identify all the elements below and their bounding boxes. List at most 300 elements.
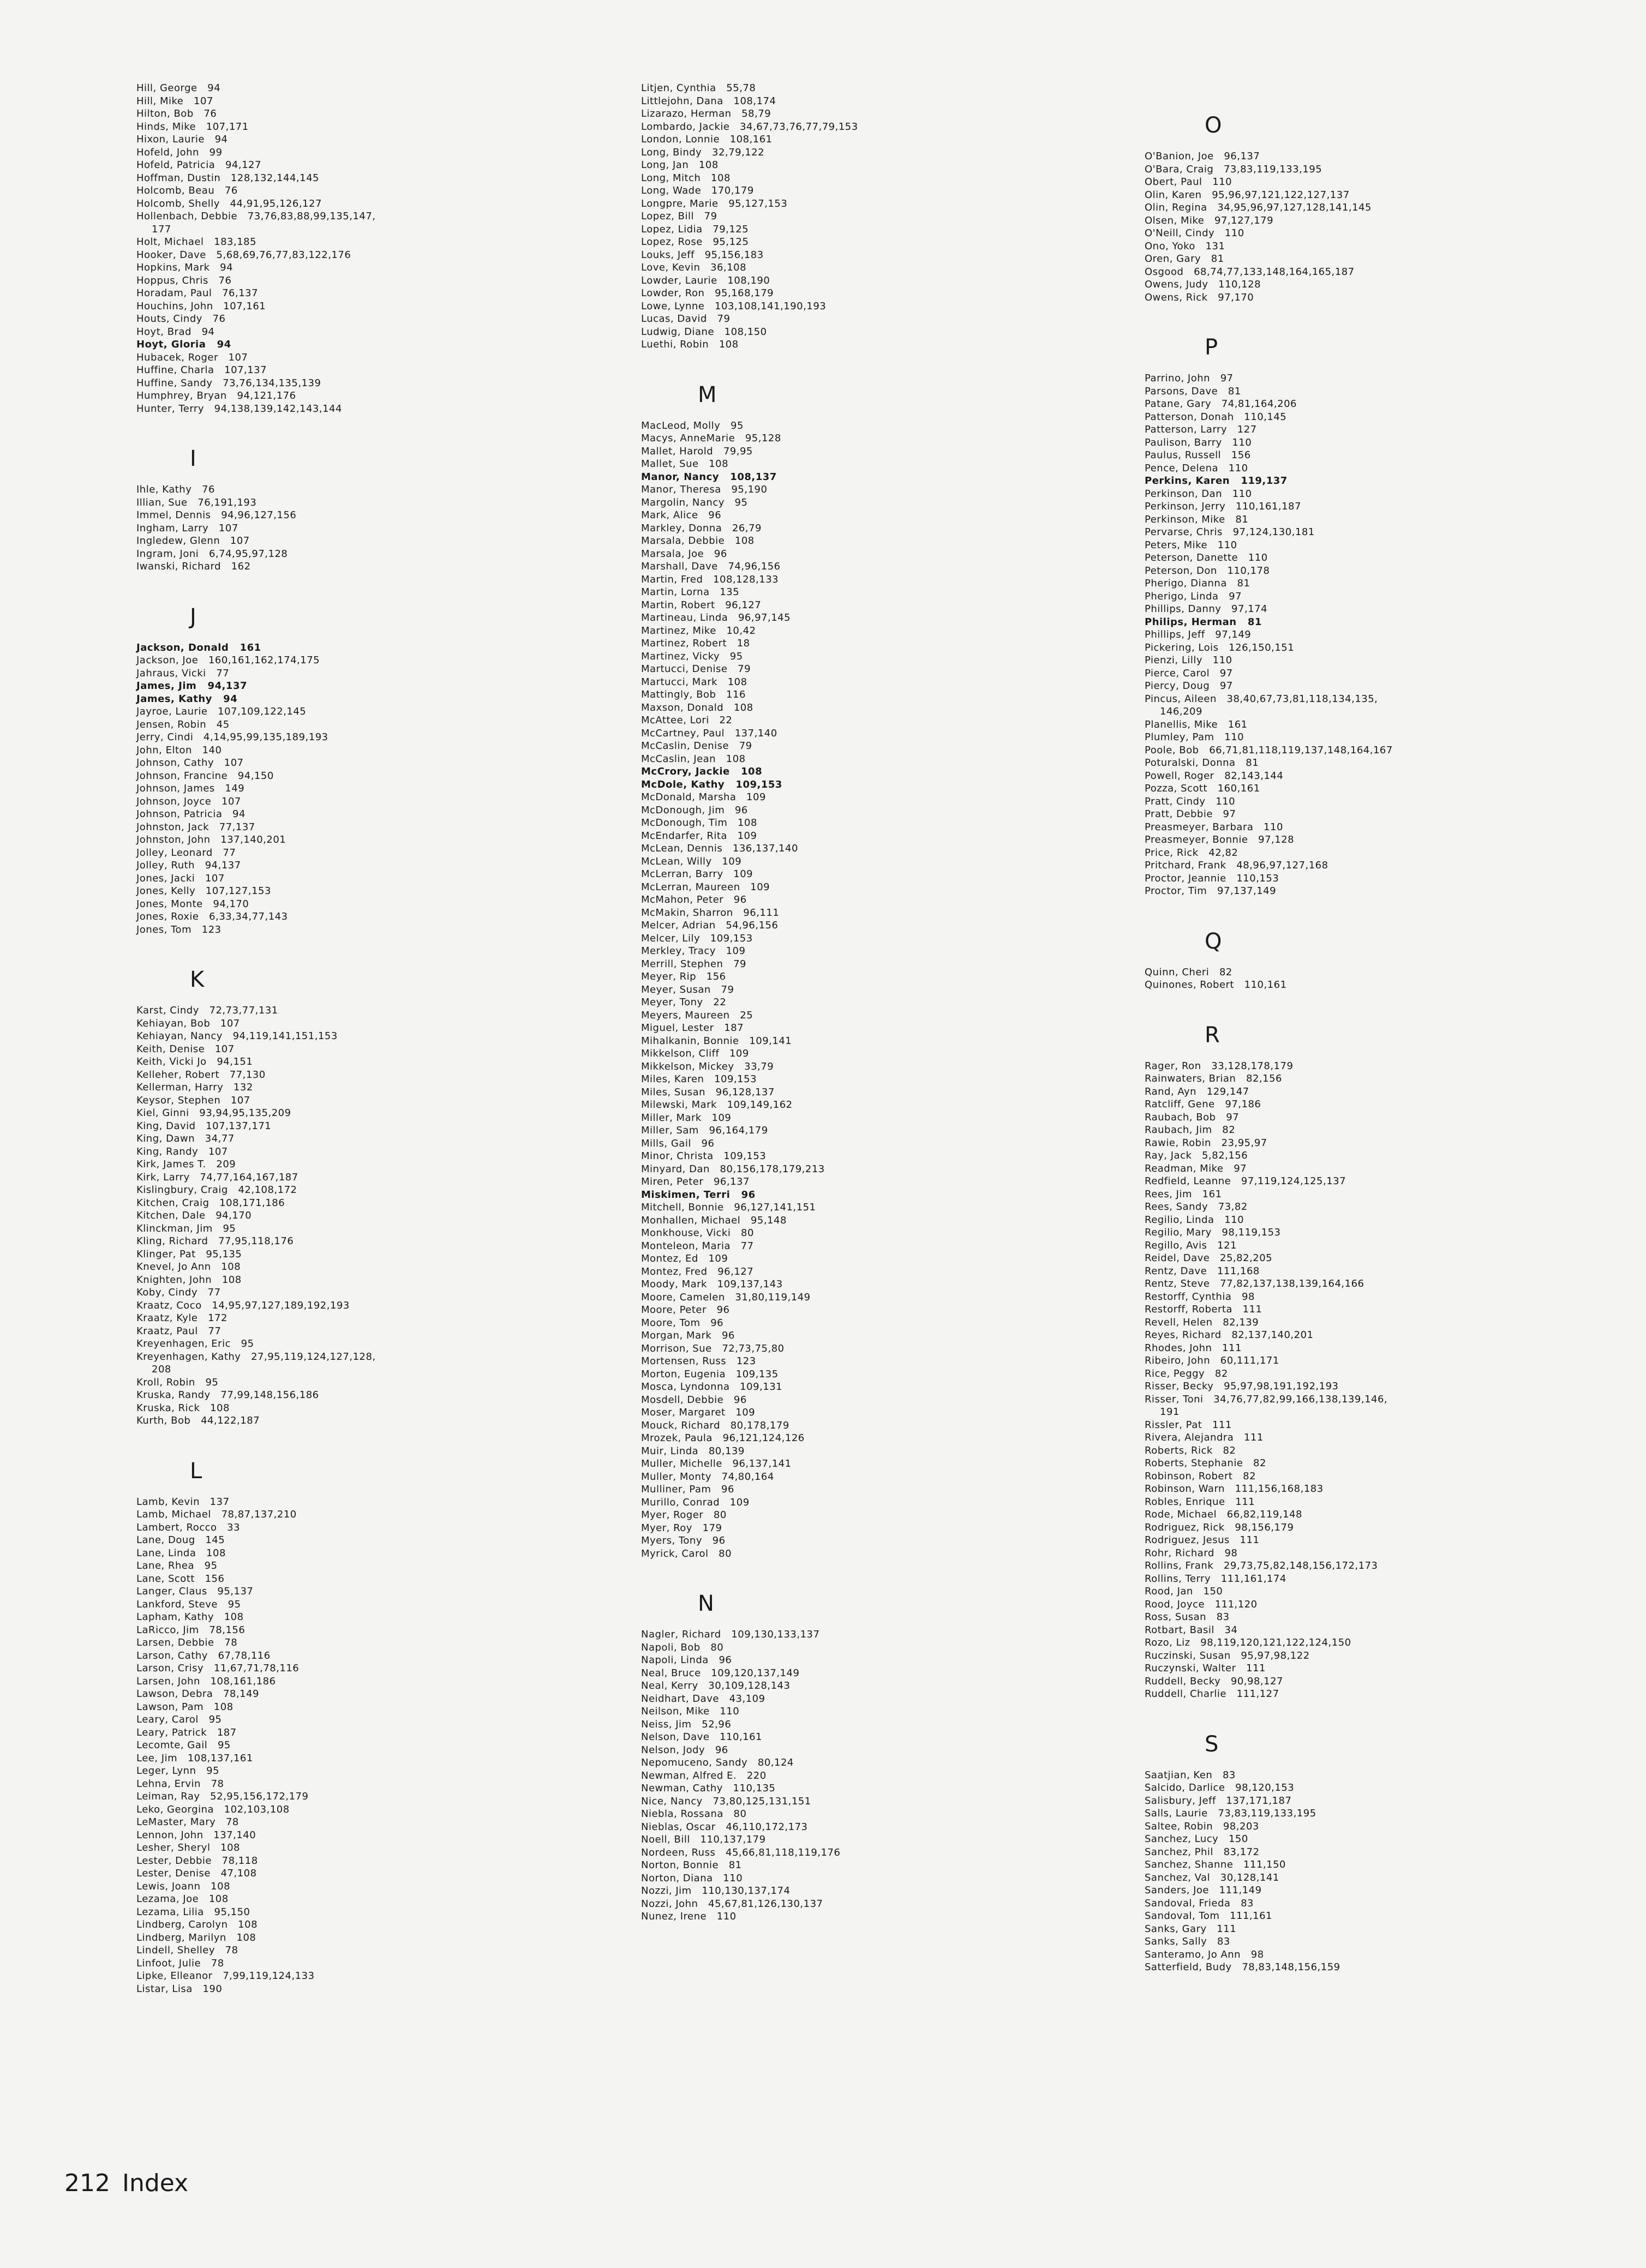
index-entry: Olin, Regina 34,95,96,97,127,128,141,145 xyxy=(1145,202,1372,213)
index-section xyxy=(136,1460,606,1996)
index-entry: McCrory, Jackie 108 xyxy=(641,766,763,777)
index-entry: Meyer, Susan 79 xyxy=(641,983,734,995)
index-entry: Ray, Jack 5,82,156 xyxy=(1145,1150,1248,1161)
index-entry: James, Kathy 94 xyxy=(136,693,238,705)
index-entry: Maxson, Donald 108 xyxy=(641,701,753,713)
index-entry: Patane, Gary 74,81,164,206 xyxy=(1145,398,1297,410)
section-letter: M xyxy=(698,382,717,407)
index-entry: Moody, Mark 109,137,143 xyxy=(641,1279,783,1290)
index-entry: Muller, Michelle 96,137,141 xyxy=(641,1458,792,1469)
index-entry: Lowder, Laurie 108,190 xyxy=(641,274,770,286)
index-entry: Rozo, Liz 98,119,120,121,122,124,150 xyxy=(1145,1637,1351,1648)
index-entry: Salisbury, Jeff 137,171,187 xyxy=(1145,1795,1292,1807)
index-entry: Knighten, John 108 xyxy=(136,1274,242,1286)
index-entry: Kiel, Ginni 93,94,95,135,209 xyxy=(136,1107,291,1119)
index-entry: Norton, Diana 110 xyxy=(641,1872,743,1884)
index-entry: Proctor, Jeannie 110,153 xyxy=(1145,872,1279,884)
index-column-2 xyxy=(641,82,1110,1923)
index-entry: Phillips, Danny 97,174 xyxy=(1145,603,1268,615)
index-entry: Minyard, Dan 80,156,178,179,213 xyxy=(641,1163,825,1175)
index-entry: Kitchen, Craig 108,171,186 xyxy=(136,1197,285,1209)
index-entry: Rohr, Richard 98 xyxy=(1145,1547,1238,1559)
index-entry: Preasmeyer, Bonnie 97,128 xyxy=(1145,834,1295,845)
index-entry: Nozzi, John 45,67,81,126,130,137 xyxy=(641,1898,823,1910)
index-entry: Pence, Delena 110 xyxy=(1145,462,1248,474)
index-entry: Jones, Monte 94,170 xyxy=(136,898,249,910)
page-footer xyxy=(64,2170,200,2197)
index-entry: Miskimen, Terri 96 xyxy=(641,1189,756,1201)
index-entry: Myrick, Carol 80 xyxy=(641,1547,732,1559)
index-entry: Kruska, Randy 77,99,148,156,186 xyxy=(136,1389,319,1401)
index-entry: Kruska, Rick 108 xyxy=(136,1402,230,1414)
index-entry: Kirk, Larry 74,77,164,167,187 xyxy=(136,1171,298,1183)
index-entry: Pickering, Lois 126,150,151 xyxy=(1145,641,1295,653)
index-entry: Leko, Georgina 102,103,108 xyxy=(136,1803,290,1815)
index-entry: Neidhart, Dave 43,109 xyxy=(641,1693,765,1705)
index-entry: Philips, Herman 81 xyxy=(1145,616,1262,628)
index-entry: Preasmeyer, Barbara 110 xyxy=(1145,821,1283,833)
index-entry: Ono, Yoko 131 xyxy=(1145,240,1225,252)
index-entry: Kraatz, Paul 77 xyxy=(136,1325,222,1337)
index-entry: Sanks, Sally 83 xyxy=(1145,1936,1230,1947)
index-entry: Rodriguez, Rick 98,156,179 xyxy=(1145,1521,1294,1533)
index-entry: Pritchard, Frank 48,96,97,127,168 xyxy=(1145,860,1328,871)
index-entry: Nozzi, Jim 110,130,137,174 xyxy=(641,1885,791,1897)
section-letter: K xyxy=(190,967,205,992)
index-entry: Langer, Claus 95,137 xyxy=(136,1586,254,1597)
index-entry: Parsons, Dave 81 xyxy=(1145,385,1241,397)
index-entry: Luethi, Robin 108 xyxy=(641,339,739,350)
section-title: Index xyxy=(122,2169,189,2197)
index-entry: Ingham, Larry 107 xyxy=(136,522,238,534)
index-entry: Mouck, Richard 80,178,179 xyxy=(641,1419,789,1431)
index-entry: Meyer, Rip 156 xyxy=(641,971,726,982)
index-entry: Olin, Karen 95,96,97,121,122,127,137 xyxy=(1145,189,1350,201)
section-letter: N xyxy=(698,1591,714,1616)
index-entry: Raubach, Bob 97 xyxy=(1145,1111,1240,1123)
index-entry: Lopez, Rose 95,125 xyxy=(641,236,749,248)
index-entry: Rees, Sandy 73,82 xyxy=(1145,1201,1248,1213)
index-entry: Humphrey, Bryan 94,121,176 xyxy=(136,390,296,401)
index-entry: McDonough, Jim 96 xyxy=(641,804,748,816)
index-entry: Moore, Camelen 31,80,119,149 xyxy=(641,1291,811,1303)
index-entry: Nelson, Dave 110,161 xyxy=(641,1731,762,1743)
index-entry: Ingledew, Glenn 107 xyxy=(136,535,250,547)
index-entry: Lowe, Lynne 103,108,141,190,193 xyxy=(641,300,827,312)
index-entry: Lipke, Elleanor 7,99,119,124,133 xyxy=(136,1970,315,1982)
index-section xyxy=(1145,1024,1614,1701)
index-entry: Miller, Mark 109 xyxy=(641,1112,732,1124)
index-entry: Santeramo, Jo Ann 98 xyxy=(1145,1948,1264,1960)
index-entry: Revell, Helen 82,139 xyxy=(1145,1316,1259,1328)
index-entry: Pratt, Debbie 97 xyxy=(1145,808,1236,820)
index-entry: Martineau, Linda 96,97,145 xyxy=(641,612,791,623)
index-entry: Nepomuceno, Sandy 80,124 xyxy=(641,1757,794,1768)
index-entry: Oren, Gary 81 xyxy=(1145,253,1224,265)
index-entry: MacLeod, Molly 95 xyxy=(641,419,744,431)
index-entry: Parrino, John 97 xyxy=(1145,373,1234,384)
index-entry: Lesher, Sheryl 108 xyxy=(136,1842,240,1853)
section-letter: L xyxy=(190,1458,202,1484)
index-entry: Klinckman, Jim 95 xyxy=(136,1222,236,1234)
index-entry: King, Dawn 34,77 xyxy=(136,1133,235,1144)
index-entry: Rentz, Dave 111,168 xyxy=(1145,1265,1260,1277)
section-letter: S xyxy=(1205,1731,1219,1757)
index-entry: Mark, Alice 96 xyxy=(641,509,722,521)
index-entry: Jones, Tom 123 xyxy=(136,923,222,935)
index-entry: Pozza, Scott 160,161 xyxy=(1145,783,1260,794)
index-entry: Lankford, Steve 95 xyxy=(136,1598,241,1610)
index-entry: Sanchez, Lucy 150 xyxy=(1145,1833,1248,1845)
index-section xyxy=(641,1593,1110,1923)
index-entry: Jayroe, Laurie 107,109,122,145 xyxy=(136,706,307,717)
index-entry: McDonald, Marsha 109 xyxy=(641,791,766,803)
index-entry: Lambert, Rocco 33 xyxy=(136,1521,241,1533)
index-entry: Johnston, John 137,140,201 xyxy=(136,834,286,845)
index-entry: Rode, Michael 66,82,119,148 xyxy=(1145,1509,1302,1520)
index-entry: O'Bara, Craig 73,83,119,133,195 xyxy=(1145,163,1322,175)
index-entry: Holcomb, Shelly 44,91,95,126,127 xyxy=(136,197,322,209)
index-entry: Muir, Linda 80,139 xyxy=(641,1445,745,1457)
index-section xyxy=(1145,928,1614,992)
index-entry: Lamb, Michael 78,87,137,210 xyxy=(136,1509,297,1520)
index-entry: Rentz, Steve 77,82,137,138,139,164,166 xyxy=(1145,1278,1364,1289)
index-entry: Saatjian, Ken 83 xyxy=(1145,1769,1236,1781)
index-entry: Ludwig, Diane 108,150 xyxy=(641,326,767,338)
index-entry: Longpre, Marie 95,127,153 xyxy=(641,197,788,209)
index-entry: Rager, Ron 33,128,178,179 xyxy=(1145,1060,1294,1072)
index-entry: Myer, Roger 80 xyxy=(641,1509,727,1521)
index-entry: Robles, Enrique 111 xyxy=(1145,1496,1255,1508)
index-entry: Kroll, Robin 95 xyxy=(136,1376,219,1388)
index-entry: Nunez, Irene 110 xyxy=(641,1911,737,1922)
index-entry: McCaslin, Denise 79 xyxy=(641,740,752,752)
index-entry: Jerry, Cindi 4,14,95,99,135,189,193 xyxy=(136,731,328,743)
index-entry: Lezama, Lilia 95,150 xyxy=(136,1906,250,1918)
index-entry: Linfoot, Julie 78 xyxy=(136,1957,224,1969)
index-entry: Merkley, Tracy 109 xyxy=(641,945,746,957)
index-section xyxy=(641,82,1110,351)
index-entry: Pratt, Cindy 110 xyxy=(1145,795,1236,807)
index-entry: Lombardo, Jackie 34,67,73,76,77,79,153 xyxy=(641,121,858,133)
index-entry: Milewski, Mark 109,149,162 xyxy=(641,1099,793,1111)
index-entry: Leary, Patrick 187 xyxy=(136,1726,237,1738)
index-entry: Ruczinski, Susan 95,97,98,122 xyxy=(1145,1649,1310,1661)
index-entry: Long, Wade 170,179 xyxy=(641,185,754,196)
index-entry: Kling, Richard 77,95,118,176 xyxy=(136,1235,294,1247)
index-entry: Lennon, John 137,140 xyxy=(136,1829,256,1841)
index-entry: Miguel, Lester 187 xyxy=(641,1022,744,1034)
index-entry: Lester, Debbie 78,118 xyxy=(136,1855,258,1867)
index-entry: Rissler, Pat 111 xyxy=(1145,1419,1232,1431)
index-entry: Morgan, Mark 96 xyxy=(641,1330,735,1341)
index-entry: Hixon, Laurie 94 xyxy=(136,134,228,145)
index-entry: Immel, Dennis 94,96,127,156 xyxy=(136,509,297,521)
index-entry: Houchins, John 107,161 xyxy=(136,300,266,312)
section-letter: I xyxy=(190,446,196,471)
index-entry-continuation: 177 xyxy=(152,223,171,235)
index-entry: Holt, Michael 183,185 xyxy=(136,236,257,248)
index-entry: Reyes, Richard 82,137,140,201 xyxy=(1145,1329,1314,1341)
index-entry: Morrison, Sue 72,73,75,80 xyxy=(641,1342,785,1354)
index-entry: Readman, Mike 97 xyxy=(1145,1162,1247,1174)
index-entry: Hunter, Terry 94,138,139,142,143,144 xyxy=(136,403,342,415)
index-section xyxy=(1145,115,1614,304)
index-entry: Osgood 68,74,77,133,148,164,165,187 xyxy=(1145,266,1355,278)
index-entry: Monkhouse, Vicki 80 xyxy=(641,1227,754,1239)
index-entry: Kelleher, Robert 77,130 xyxy=(136,1069,266,1081)
index-entry: Ruddell, Becky 90,98,127 xyxy=(1145,1675,1284,1687)
index-entry: Illian, Sue 76,191,193 xyxy=(136,496,257,508)
index-entry: Jensen, Robin 45 xyxy=(136,718,230,730)
index-entry: Myer, Roy 179 xyxy=(641,1522,722,1534)
index-entry: Robinson, Robert 82 xyxy=(1145,1470,1256,1482)
index-entry: Mrozek, Paula 96,121,124,126 xyxy=(641,1432,805,1444)
index-entry: Marsala, Debbie 108 xyxy=(641,535,755,547)
index-entry: Kirk, James T. 209 xyxy=(136,1159,236,1170)
index-entry: Nordeen, Russ 45,66,81,118,119,176 xyxy=(641,1846,841,1858)
index-entry: McMahon, Peter 96 xyxy=(641,894,747,905)
index-entry: Proctor, Tim 97,137,149 xyxy=(1145,885,1277,897)
index-entry: Lizarazo, Herman 58,79 xyxy=(641,108,771,119)
index-entry: Mitchell, Bonnie 96,127,141,151 xyxy=(641,1202,816,1213)
index-entry: Saltee, Robin 98,203 xyxy=(1145,1820,1259,1832)
index-entry: Niebla, Rossana 80 xyxy=(641,1808,747,1820)
index-entry: Hilton, Bob 76 xyxy=(136,108,217,119)
index-entry: Marshall, Dave 74,96,156 xyxy=(641,561,781,572)
index-entry: Plumley, Pam 110 xyxy=(1145,731,1244,743)
index-entry: Minor, Christa 109,153 xyxy=(641,1150,767,1162)
index-entry: Hofeld, John 99 xyxy=(136,146,223,158)
index-entry: Lamb, Kevin 137 xyxy=(136,1496,230,1508)
index-entry: Ross, Susan 83 xyxy=(1145,1611,1230,1623)
index-entry: Ruczynski, Walter 111 xyxy=(1145,1663,1266,1674)
index-entry: Larson, Crisy 11,67,71,78,116 xyxy=(136,1663,300,1674)
index-entry: O'Neill, Cindy 110 xyxy=(1145,227,1244,239)
index-entry: Kreyenhagen, Kathy 27,95,119,124,127,128, xyxy=(136,1351,376,1363)
index-entry: Klinger, Pat 95,135 xyxy=(136,1248,242,1260)
index-entry: Moser, Margaret 109 xyxy=(641,1407,756,1418)
index-entry: Salls, Laurie 73,83,119,133,195 xyxy=(1145,1808,1316,1819)
index-entry: Kurth, Bob 44,122,187 xyxy=(136,1415,260,1426)
index-entry: Litjen, Cynthia 55,78 xyxy=(641,82,756,94)
index-entry: Satterfield, Budy 78,83,148,156,159 xyxy=(1145,1961,1340,1973)
index-entry: Rood, Jan 150 xyxy=(1145,1586,1223,1597)
index-entry: Sanchez, Phil 83,172 xyxy=(1145,1846,1260,1858)
index-entry: Hopkins, Mark 94 xyxy=(136,262,234,273)
index-entry: Perkinson, Mike 81 xyxy=(1145,513,1249,525)
index-entry: Meyers, Maureen 25 xyxy=(641,1009,753,1021)
index-entry: Rood, Joyce 111,120 xyxy=(1145,1598,1258,1610)
index-entry: Kehiayan, Nancy 94,119,141,151,153 xyxy=(136,1030,338,1042)
index-entry: Regilio, Linda 110 xyxy=(1145,1214,1244,1226)
index-entry: Kellerman, Harry 132 xyxy=(136,1082,253,1093)
index-entry: Rawie, Robin 23,95,97 xyxy=(1145,1137,1267,1149)
index-entry: Lewis, Joann 108 xyxy=(136,1880,231,1892)
index-entry: Lecomte, Gail 95 xyxy=(136,1739,231,1751)
index-entry: Ribeiro, John 60,111,171 xyxy=(1145,1355,1279,1366)
index-entry: Lowder, Ron 95,168,179 xyxy=(641,287,774,299)
index-entry: Lopez, Lidia 79,125 xyxy=(641,223,749,235)
index-entry: Paulus, Russell 156 xyxy=(1145,449,1251,461)
index-entry: Peters, Mike 110 xyxy=(1145,539,1237,551)
index-entry: Roberts, Rick 82 xyxy=(1145,1444,1236,1456)
index-entry: Rollins, Frank 29,73,75,82,148,156,172,173 xyxy=(1145,1560,1378,1571)
index-entry: Louks, Jeff 95,156,183 xyxy=(641,249,764,261)
index-entry: Larsen, John 108,161,186 xyxy=(136,1675,276,1687)
index-entry: Restorff, Roberta 111 xyxy=(1145,1304,1262,1315)
index-entry: Leiman, Ray 52,95,156,172,179 xyxy=(136,1791,309,1802)
index-entry: Owens, Judy 110,128 xyxy=(1145,279,1261,290)
index-entry: Martucci, Denise 79 xyxy=(641,663,751,675)
index-entry: Lindberg, Carolyn 108 xyxy=(136,1919,258,1930)
index-entry: Kraatz, Kyle 172 xyxy=(136,1312,228,1324)
index-entry: Manor, Theresa 95,190 xyxy=(641,484,768,495)
index-entry: Nieblas, Oscar 46,110,172,173 xyxy=(641,1821,808,1833)
index-entry: Mallet, Sue 108 xyxy=(641,458,729,470)
index-entry: Newman, Alfred E. 220 xyxy=(641,1769,767,1781)
index-entry: King, Randy 107 xyxy=(136,1145,228,1157)
index-entry: Leger, Lynn 95 xyxy=(136,1765,220,1777)
index-entry: Rhodes, John 111 xyxy=(1145,1342,1242,1354)
index-entry: Morton, Eugenia 109,135 xyxy=(641,1368,779,1380)
index-entry: Mallet, Harold 79,95 xyxy=(641,445,753,457)
index-entry: Rollins, Terry 111,161,174 xyxy=(1145,1573,1286,1585)
index-entry: Pherigo, Linda 97 xyxy=(1145,590,1242,602)
index-entry: Patterson, Donah 110,145 xyxy=(1145,411,1287,423)
index-entry: Melcer, Lily 109,153 xyxy=(641,932,753,944)
index-entry: Neiss, Jim 52,96 xyxy=(641,1718,732,1730)
index-entry: Price, Rick 42,82 xyxy=(1145,847,1238,859)
index-entry: Kehiayan, Bob 107 xyxy=(136,1017,240,1029)
index-entry: McCartney, Paul 137,140 xyxy=(641,727,777,739)
index-entry: Lindell, Shelley 78 xyxy=(136,1945,238,1956)
index-section xyxy=(136,448,606,573)
index-entry: King, David 107,137,171 xyxy=(136,1120,272,1132)
index-entry: Hubacek, Roger 107 xyxy=(136,351,248,363)
index-entry: Poturalski, Donna 81 xyxy=(1145,757,1259,769)
index-entry: Roberts, Stephanie 82 xyxy=(1145,1457,1266,1469)
index-entry: Quinn, Cheri 82 xyxy=(1145,966,1232,978)
index-entry: Leary, Carol 95 xyxy=(136,1714,222,1725)
index-entry: Larsen, Debbie 78 xyxy=(136,1637,238,1648)
index-entry: Pincus, Aileen 38,40,67,73,81,118,134,135, xyxy=(1145,693,1378,705)
index-entry: Neal, Kerry 30,109,128,143 xyxy=(641,1680,791,1691)
index-entry: Peterson, Danette 110 xyxy=(1145,552,1268,563)
section-letter: Q xyxy=(1205,928,1222,954)
index-entry: Nice, Nancy 73,80,125,131,151 xyxy=(641,1795,811,1807)
index-entry: Lane, Doug 145 xyxy=(136,1534,225,1546)
index-entry: Hoppus, Chris 76 xyxy=(136,274,232,286)
index-entry: Hill, Mike 107 xyxy=(136,95,213,107)
index-entry: Rotbart, Basil 34 xyxy=(1145,1624,1238,1636)
index-entry: Marsala, Joe 96 xyxy=(641,548,727,560)
section-letter: R xyxy=(1205,1022,1220,1048)
index-entry: Long, Mitch 108 xyxy=(641,172,731,184)
index-entry: McMakin, Sharron 96,111 xyxy=(641,907,780,919)
index-entry: Neal, Bruce 109,120,137,149 xyxy=(641,1667,800,1679)
index-entry: Owens, Rick 97,170 xyxy=(1145,291,1254,303)
index-entry: James, Jim 94,137 xyxy=(136,680,248,692)
index-entry: Hill, George 94 xyxy=(136,82,221,94)
index-entry: Myers, Tony 96 xyxy=(641,1535,726,1546)
index-entry: Perkinson, Dan 110 xyxy=(1145,488,1252,500)
index-entry: Regilio, Mary 98,119,153 xyxy=(1145,1227,1281,1238)
index-entry: Powell, Roger 82,143,144 xyxy=(1145,770,1284,782)
index-entry: Long, Jan 108 xyxy=(641,159,719,171)
index-entry: Huffine, Charla 107,137 xyxy=(136,364,267,376)
index-section xyxy=(1145,337,1614,898)
index-column-3 xyxy=(1145,82,1614,1974)
index-entry: Keith, Vicki Jo 94,151 xyxy=(136,1056,253,1067)
index-entry: Lezama, Joe 108 xyxy=(136,1893,229,1905)
index-entry: Mihalkanin, Bonnie 109,141 xyxy=(641,1035,792,1047)
index-entry: LaRicco, Jim 78,156 xyxy=(136,1624,246,1636)
index-entry: Paulison, Barry 110 xyxy=(1145,436,1252,448)
index-entry: Planellis, Mike 161 xyxy=(1145,718,1248,730)
index-entry: Peterson, Don 110,178 xyxy=(1145,565,1270,577)
index-entry: Pervarse, Chris 97,124,130,181 xyxy=(1145,526,1315,538)
index-entry: O'Banion, Joe 96,137 xyxy=(1145,151,1260,162)
index-entry: Kitchen, Dale 94,170 xyxy=(136,1210,252,1221)
index-entry: Lester, Denise 47,108 xyxy=(136,1868,257,1879)
index-entry: Hoyt, Gloria 94 xyxy=(136,339,231,350)
index-entry: Mulliner, Pam 96 xyxy=(641,1484,734,1495)
index-section xyxy=(136,969,606,1427)
index-entry: Hollenbach, Debbie 73,76,83,88,99,135,147, xyxy=(136,211,376,222)
index-entry: Sanchez, Shanne 111,150 xyxy=(1145,1859,1286,1870)
index-entry: Redfield, Leanne 97,119,124,125,137 xyxy=(1145,1175,1346,1187)
index-entry: Risser, Becky 95,97,98,191,192,193 xyxy=(1145,1381,1339,1392)
index-entry: Long, Bindy 32,79,122 xyxy=(641,146,765,158)
index-entry: Rodriguez, Jesus 111 xyxy=(1145,1534,1260,1546)
index-entry: Murillo, Conrad 109 xyxy=(641,1496,750,1508)
index-entry: Meyer, Tony 22 xyxy=(641,997,727,1008)
index-entry: Larson, Cathy 67,78,116 xyxy=(136,1649,271,1661)
index-entry: McLerran, Maureen 109 xyxy=(641,881,770,893)
index-entry: Rees, Jim 161 xyxy=(1145,1188,1222,1200)
index-entry: Johnston, Jack 77,137 xyxy=(136,821,255,833)
index-entry: Knevel, Jo Ann 108 xyxy=(136,1261,241,1273)
section-letter: O xyxy=(1205,113,1222,138)
index-entry: Jahraus, Vicki 77 xyxy=(136,667,230,679)
index-entry: Lehna, Ervin 78 xyxy=(136,1778,224,1790)
index-entry: Lane, Rhea 95 xyxy=(136,1560,218,1571)
index-entry: Phillips, Jeff 97,149 xyxy=(1145,629,1252,640)
index-section xyxy=(641,384,1110,1561)
index-entry: Pherigo, Dianna 81 xyxy=(1145,578,1250,589)
index-entry: Pierce, Carol 97 xyxy=(1145,667,1233,679)
index-entry: Miles, Karen 109,153 xyxy=(641,1073,757,1085)
index-entry: Martin, Fred 108,128,133 xyxy=(641,573,779,585)
index-entry: Monteleon, Maria 77 xyxy=(641,1240,754,1252)
index-entry: Miller, Sam 96,164,179 xyxy=(641,1125,768,1136)
index-column-1 xyxy=(136,82,606,1995)
index-entry: Mortensen, Russ 123 xyxy=(641,1355,756,1367)
index-entry: Lawson, Debra 78,149 xyxy=(136,1688,259,1700)
index-entry: Sanchez, Val 30,128,141 xyxy=(1145,1871,1279,1883)
index-entry: Johnson, Cathy 107 xyxy=(136,757,244,769)
section-letter: J xyxy=(190,604,196,629)
index-entry: Salcido, Darlice 98,120,153 xyxy=(1145,1782,1295,1793)
index-entry: Hooker, Dave 5,68,69,76,77,83,122,176 xyxy=(136,249,351,261)
index-entry: Hoffman, Dustin 128,132,144,145 xyxy=(136,172,320,184)
index-entry: Lawson, Pam 108 xyxy=(136,1701,234,1713)
index-entry: Poole, Bob 66,71,81,118,119,137,148,164,167 xyxy=(1145,744,1393,756)
index-entry: Martucci, Mark 108 xyxy=(641,676,747,688)
index-entry: Raubach, Jim 82 xyxy=(1145,1124,1236,1136)
index-entry: Noell, Bill 110,137,179 xyxy=(641,1834,766,1845)
